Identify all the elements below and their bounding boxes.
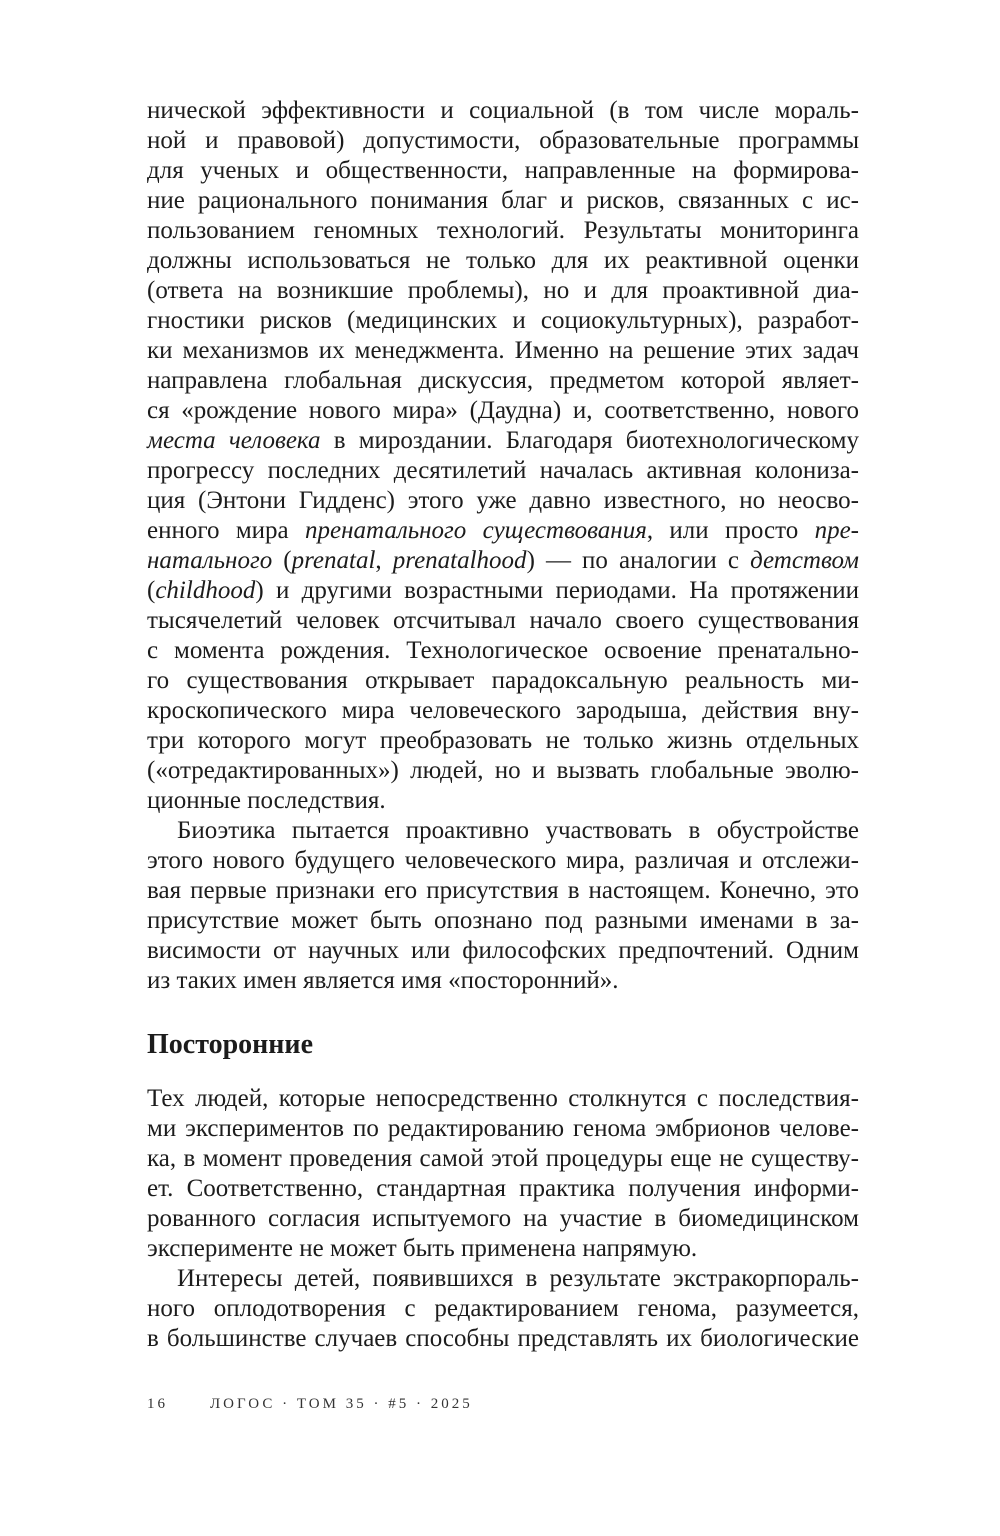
text-line: должны использоваться не только для их реактивной оценки (147, 247, 859, 274)
text-run: , или просто (646, 517, 815, 544)
text-run: ( (147, 577, 156, 604)
text-line: (ответа на возникшие проблемы), но и для проактивной диа- (147, 277, 859, 304)
text-line: ного оплодотворения с редактированием генома, разумеется, (147, 1295, 859, 1322)
text-line: три которого могут преобразовать не только жизнь отдельных (147, 727, 859, 754)
section-heading: Посторонние (147, 1029, 313, 1060)
text-line: в большинстве случаев способны представлять их биологические (147, 1325, 859, 1352)
text-line: Тех людей, которые непосредственно столкнутся с последствия- (147, 1085, 859, 1112)
text-line: из таких имен является имя «посторонний». (147, 967, 619, 994)
text-line: пользованием геномных технологий. Результаты мониторинга (147, 217, 859, 244)
italic-text: натального (147, 547, 273, 574)
text-line: с момента рождения. Технологическое освоение пренатально- (147, 637, 859, 664)
text-line: рованного согласия испытуемого на участие в биомедицинском (147, 1205, 859, 1232)
text-run: , (375, 547, 393, 574)
running-footer: ЛОГОС · ТОМ 35 · #5 · 2025 (210, 1396, 473, 1412)
text-line: вая первые признаки его присутствия в настоящем. Конечно, это (147, 877, 859, 904)
text-line: ние рационального понимания благ и рисков, связанных с ис- (147, 187, 859, 214)
italic-text: childhood (155, 577, 256, 604)
text-line: присутствие может быть опознано под разными именами в за- (147, 907, 859, 934)
text-line: Интересы детей, появившихся в результате экстракорпораль- (177, 1265, 859, 1292)
text-run: в мироздании. Благодаря биотехнологическому (320, 427, 859, 454)
text-line: ция (Энтони Гидденс) этого уже давно известного, но неосво- (147, 487, 859, 514)
text-run: ) — по аналогии с (526, 547, 751, 574)
italic-text: детством (750, 547, 860, 574)
text-run: ( (272, 547, 292, 574)
italic-text: prenatalhood (392, 547, 527, 574)
text-line: эксперименте не может быть применена напрямую. (147, 1235, 698, 1262)
text-line (147, 576, 859, 606)
italic-text: prenatal (291, 547, 376, 574)
text-line (147, 546, 859, 576)
text-line: направлена глобальная дискуссия, предметом которой являет- (147, 367, 859, 394)
italic-text: места человека (147, 427, 321, 454)
text-line: гностики рисков (медицинских и социокультурных), разработ- (147, 307, 859, 334)
text-line (147, 516, 859, 546)
text-line: ет. Соответственно, стандартная практика получения информи- (147, 1175, 859, 1202)
text-line: для ученых и общественности, направленные на формирова- (147, 157, 859, 184)
text-line: висимости от научных или философских предпочтений. Одним (147, 937, 859, 964)
text-line: ки механизмов их менеджмента. Именно на решение этих задач (147, 337, 859, 364)
italic-text: пре- (814, 517, 859, 544)
text-line: го существования открывает парадоксальную реальность ми- (147, 667, 859, 694)
text-line: («отредактированных») людей, но и вызвать глобальные эволю- (147, 757, 859, 784)
text-line: ной и правовой) допустимости, образовательные программы (147, 127, 859, 154)
text-line: этого нового будущего человеческого мира, различая и отслежи- (147, 847, 859, 874)
text-line: ка, в момент проведения самой этой процедуры еще не существу- (147, 1145, 859, 1172)
page-number: 16 (147, 1396, 168, 1412)
italic-text: пренатального существования (305, 517, 647, 544)
text-line: ционные последствия. (147, 787, 386, 814)
text-line: тысячелетий человек отсчитывал начало своего существования (147, 607, 859, 634)
text-line: ми экспериментов по редактированию генома эмбрионов челове- (147, 1115, 859, 1142)
text-line: кроскопического мира человеческого зародыша, действия вну- (147, 697, 859, 724)
text-run: ) и другими возрастными периодами. На протяжении (255, 577, 859, 604)
text-line: нической эффективности и социальной (в том числе мораль- (147, 97, 859, 124)
text-line: Биоэтика пытается проактивно участвовать в обустройстве (177, 817, 859, 844)
text-line (147, 426, 859, 456)
text-line: ся «рождение нового мира» (Даудна) и, соответственно, нового (147, 397, 859, 424)
text-run: енного мира (147, 517, 305, 544)
text-line: прогрессу последних десятилетий началась активная колониза- (147, 457, 859, 484)
